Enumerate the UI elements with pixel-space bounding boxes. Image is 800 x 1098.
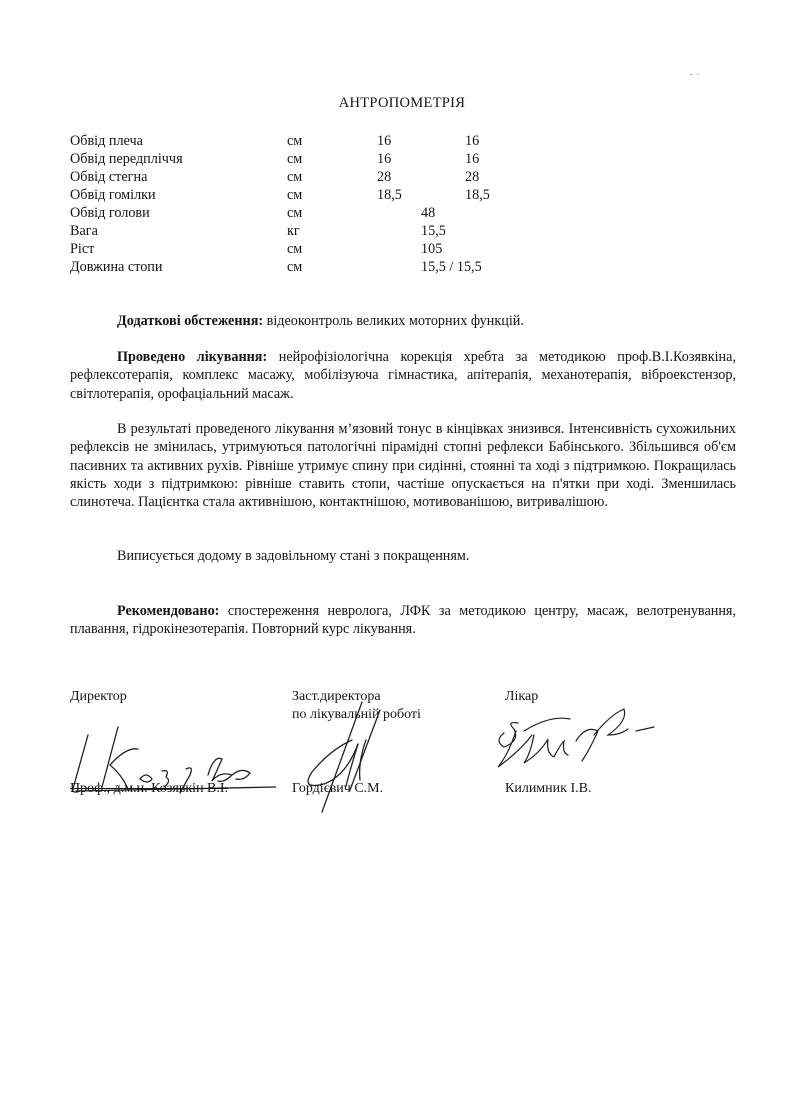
- discharge-text: Виписується додому в задовільному стані з покращенням.: [117, 548, 470, 564]
- measure-left: 18,5: [377, 187, 402, 203]
- measure-left: 28: [377, 169, 392, 185]
- measure-right: 16: [465, 151, 480, 167]
- signature-deputy-director: [292, 688, 421, 724]
- measure-label: Обвід плеча: [70, 133, 143, 149]
- signer-role-line2: по лікувальній роботі: [292, 707, 421, 722]
- measure-label: Обвід гомілки: [70, 187, 156, 203]
- measure-unit: см: [287, 169, 303, 185]
- signer-name: Гордієвич С.М.: [292, 781, 384, 796]
- measure-value: 15,5 / 15,5: [421, 259, 482, 275]
- measure-label: Ріст: [70, 241, 95, 257]
- additional-exams-paragraph: [70, 312, 736, 330]
- measure-left: 16: [377, 133, 392, 149]
- measure-right: 18,5: [465, 187, 490, 203]
- measure-left: 16: [377, 151, 392, 167]
- signer-role: Заст.директора: [292, 689, 381, 704]
- recommended-text: спостереження невролога, ЛФК за методикою центру, масаж, велотренування, плавання, гідрокінезотерапія. Повторний курс лікування.: [70, 603, 736, 638]
- measure-value: 15,5: [421, 223, 446, 239]
- treatment-text: нейрофізіологічна корекція хребта за методикою проф.В.І.Козявкіна, рефлексотерапія, комплекс масажу, мобілізуюча гімнастика, апітерапія, механотерапія, віброекстензор, світлотерапія, орофаціальний масаж.: [70, 349, 736, 402]
- discharge-paragraph: [70, 547, 736, 565]
- recommended-paragraph: [70, 602, 736, 639]
- treatment-heading: Проведено лікування:: [117, 349, 268, 365]
- signer-name: Проф., д.м.н. Козявкін В.І.: [70, 781, 229, 796]
- handwritten-signature-icon: [490, 705, 660, 775]
- measure-label: Вага: [70, 223, 98, 239]
- page-title: АНТРОПОМЕТРІЯ: [338, 95, 466, 111]
- results-paragraph: [70, 420, 736, 511]
- measure-unit: см: [287, 205, 303, 221]
- measure-label: Обвід передпліччя: [70, 151, 183, 167]
- signer-role: Лікар: [505, 689, 539, 704]
- page-mark: - ·: [690, 70, 701, 79]
- measure-label: Обвід голови: [70, 205, 150, 221]
- measure-value: 105: [421, 241, 443, 257]
- treatment-paragraph: [70, 348, 736, 403]
- measure-label: Обвід стегна: [70, 169, 148, 185]
- recommended-heading: Рекомендовано:: [117, 603, 220, 619]
- measure-unit: кг: [287, 223, 300, 239]
- signature-director: [70, 688, 127, 706]
- measure-unit: см: [287, 151, 303, 167]
- additional-exams-heading: Додаткові обстеження:: [117, 313, 264, 329]
- measure-right: 28: [465, 169, 480, 185]
- measure-unit: см: [287, 187, 303, 203]
- signer-role: Директор: [70, 689, 127, 704]
- measure-unit: см: [287, 259, 303, 275]
- additional-exams-text: відеоконтроль великих моторних функцій.: [263, 313, 524, 329]
- measure-value: 48: [421, 205, 436, 221]
- signature-physician: [505, 688, 538, 706]
- measure-unit: см: [287, 241, 303, 257]
- results-text: В результаті проведеного лікування м’язовий тонус в кінцівках знизився. Інтенсивність сухожильних рефлексів не змінилась, утримуються патологічні пірамідні стопні рефлекси Бабінського. Збільшився об'єм пасивних та активних рухів. Рівніше утримує спину при сидінні, стоянні та ході з підтримкою. Покращилась якість ходи з підтримкою: рівніше ставить стопи, частіше опускається на п'ятки при ході. Зменшилась слинотеча. Пацієнтка стала активнішою, контактнішою, мотивованішою, витривалішою.: [70, 421, 736, 511]
- signer-name: Килимник І.В.: [505, 781, 592, 796]
- measure-right: 16: [465, 133, 480, 149]
- measure-label: Довжина стопи: [70, 259, 163, 275]
- measure-unit: см: [287, 133, 303, 149]
